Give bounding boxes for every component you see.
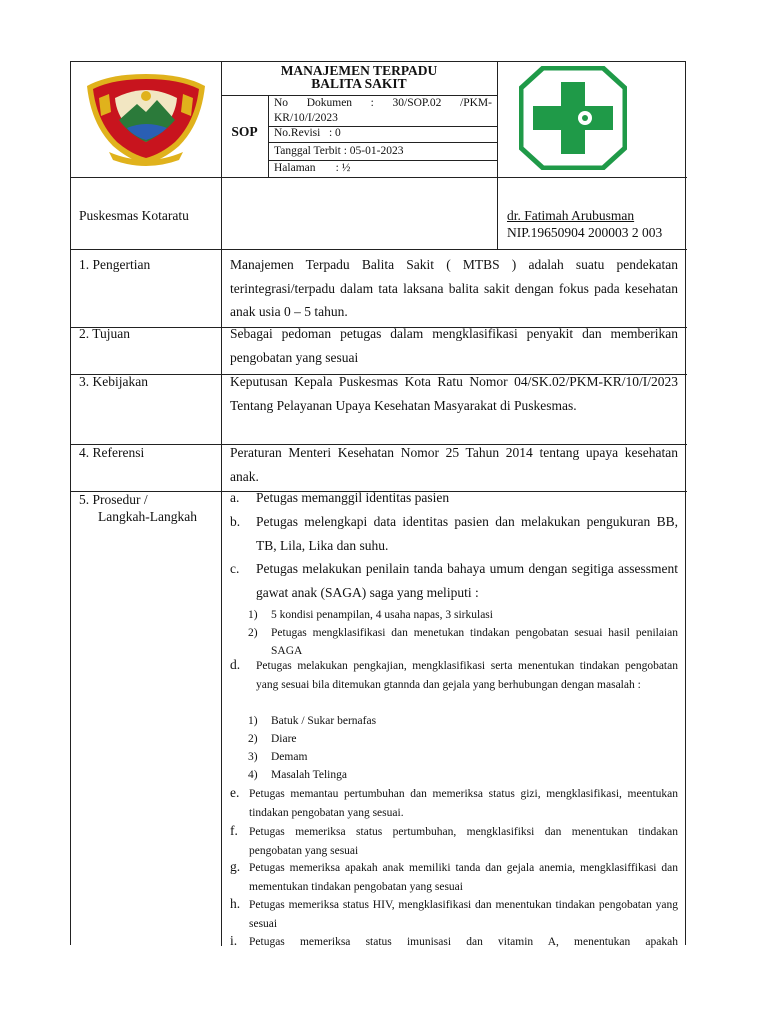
- divider: [268, 142, 497, 143]
- step-b-mark: b.: [230, 514, 241, 529]
- divider: [71, 249, 687, 250]
- doc-no-label2: Dokumen: [306, 97, 353, 109]
- section-text-tujuan: Sebagai pedoman petugas dalam mengklasifikasi penyakit dan memberikan pengobatan yang sesuai: [230, 326, 678, 365]
- section-label-tujuan: 2. Tujuan: [79, 326, 131, 341]
- doc-no-value: 30/SOP.02: [392, 97, 442, 109]
- section-label-kebijakan: 3. Kebijakan: [79, 374, 148, 389]
- step-f: Petugas memeriksa status pertumbuhan, mengklasifiksi dan menentukan tindakan pengobatan yang sesuai: [249, 826, 678, 857]
- step-b: Petugas melengkapi data identitas pasien dan melakukan pengukuran BB, TB, Lila, Lika dan suhu.: [256, 514, 678, 553]
- divider: [221, 62, 222, 946]
- doc-no-cont: KR/10/I/2023: [274, 112, 338, 124]
- step-d4-mark: 4): [248, 769, 258, 781]
- step-c-mark: c.: [230, 561, 240, 576]
- section-text-kebijakan: Keputusan Kepala Puskesmas Kota Ratu Nomor 04/SK.02/PKM-KR/10/I/2023 Tentang Pelayanan Upaya Kesehatan Masyarakat di Puskesmas.: [230, 374, 678, 413]
- step-c: Petugas melakukan penilain tanda bahaya umum dengan segitiga assessment gawat anak (SAGA) saga yang meliputi :: [256, 561, 678, 600]
- divider: [268, 160, 497, 161]
- doc-no-colon: :: [370, 97, 374, 109]
- step-d2-mark: 2): [248, 733, 258, 745]
- step-c1-mark: 1): [248, 609, 258, 621]
- doc-no-label: No: [274, 97, 289, 109]
- section-text-pengertian: Manajemen Terpadu Balita Sakit ( MTBS ) adalah suatu pendekatan terintegrasi/terpadu dalam tata laksana balita sakit dengan fokus pada kesehatan anak usia 0 – 5 tahun.: [230, 257, 678, 319]
- step-d1-mark: 1): [248, 715, 258, 727]
- step-a: Petugas memanggil identitas pasien: [256, 490, 450, 505]
- step-g-mark: g.: [230, 859, 241, 874]
- revision-number: No.Revisi : 0: [274, 127, 341, 139]
- section-label-pengertian: 1. Pengertian: [79, 257, 151, 272]
- title-line-2: BALITA SAKIT: [311, 76, 407, 91]
- doc-no-value2: /PKM-: [460, 97, 492, 109]
- page-count: Halaman : ½: [274, 162, 351, 174]
- divider: [268, 95, 269, 177]
- step-c2-mark: 2): [248, 627, 258, 639]
- divider: [497, 177, 498, 249]
- step-d: Petugas melakukan pengkajian, mengklasifikasi serta menentukan tindakan pengobatan yang sesuai bila ditemukan gtannda dan gejala yang berhubungan dengan masalah :: [256, 660, 678, 691]
- section-label-prosedur-2: Langkah-Langkah: [98, 509, 197, 524]
- step-d-mark: d.: [230, 657, 241, 672]
- divider: [497, 62, 498, 177]
- document-title: [221, 64, 497, 90]
- divider: [71, 177, 687, 178]
- title-line-1: MANAJEMEN TERPADU: [280, 63, 438, 78]
- section-label-prosedur: 5. Prosedur /: [79, 492, 148, 507]
- facility-name: Puskesmas Kotaratu: [79, 208, 189, 223]
- step-f-mark: f.: [230, 823, 238, 838]
- step-h-mark: h.: [230, 896, 241, 911]
- step-g: Petugas memeriksa apakah anak memiliki tanda dan gejala anemia, mengklasiffikasi dan mementukan tindakan pengobatan yang sesuai: [249, 862, 678, 893]
- puskesmas-logo: [519, 66, 627, 170]
- step-d3: Demam: [271, 751, 308, 763]
- section-label-referensi: 4. Referensi: [79, 445, 145, 460]
- step-c1: 5 kondisi penampilan, 4 usaha napas, 3 sirkulasi: [271, 609, 493, 621]
- step-h: Petugas memeriksa status HIV, mengklasifikasi dan menentukan tindakan pengobatan yang sesuai: [249, 899, 678, 930]
- step-d1: Batuk / Sukar bernafas: [271, 715, 377, 727]
- section-text-referensi: Peraturan Menteri Kesehatan Nomor 25 Tahun 2014 tentang upaya kesehatan anak.: [230, 445, 678, 484]
- step-d3-mark: 3): [248, 751, 258, 763]
- doc-number: [274, 96, 492, 126]
- signatory-name: dr. Fatimah Arubusman: [507, 208, 635, 223]
- sop-document: [70, 61, 686, 948]
- step-i: Petugas memeriksa status imunisasi dan vitamin A, menentukan apakah: [249, 936, 678, 948]
- regency-seal-logo: [79, 68, 213, 168]
- step-e-mark: e.: [230, 785, 240, 800]
- step-a-mark: a.: [230, 490, 240, 505]
- step-d4: Masalah Telinga: [271, 769, 347, 781]
- step-d2: Diare: [271, 733, 297, 745]
- sop-label: SOP: [231, 124, 258, 139]
- step-e: Petugas memantau pertumbuhan dan memeriksa status gizi, mengklasifikasi, meentukan tindakan pengobatan yang sesuai.: [249, 788, 678, 819]
- step-i-mark: i.: [230, 933, 238, 948]
- signatory-nip: NIP.19650904 200003 2 003: [507, 225, 663, 240]
- step-c2: Petugas mengklasifikasi dan menetukan tindakan pengobatan sesuai hasil penilaian SAGA: [271, 627, 678, 657]
- issue-date: Tanggal Terbit : 05-01-2023: [274, 145, 404, 157]
